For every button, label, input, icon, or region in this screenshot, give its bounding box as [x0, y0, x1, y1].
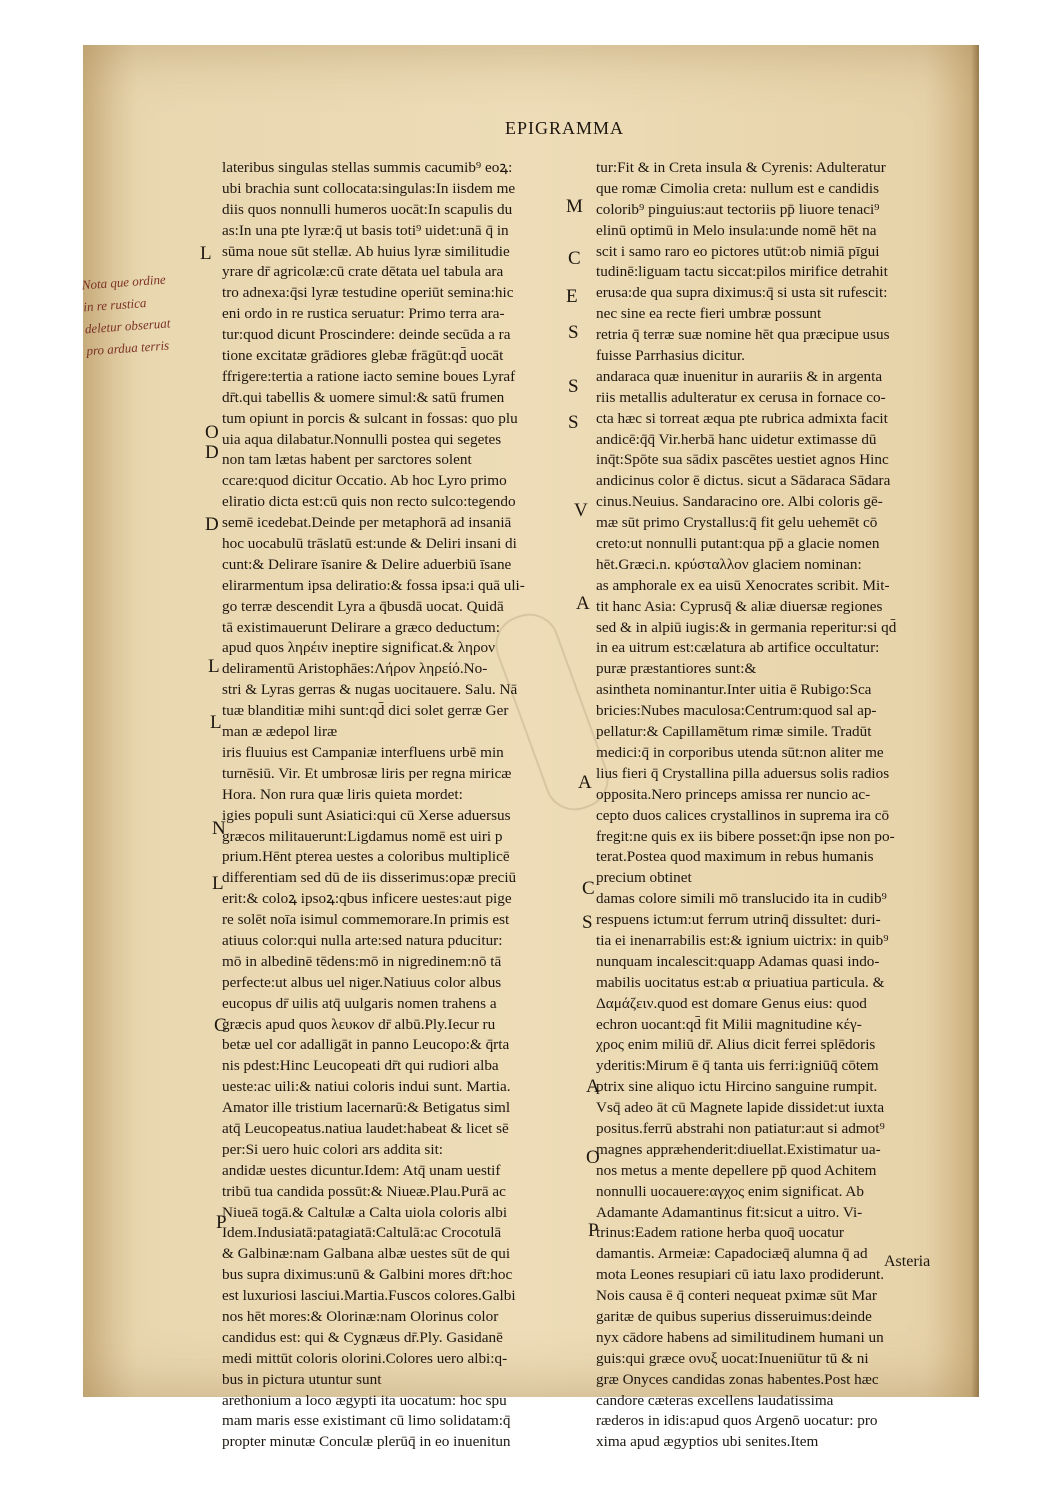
text-line: tur:Fit & in Creta insula & Cyrenis: Adulteratur: [596, 159, 886, 176]
initial-letter: C: [568, 248, 581, 269]
text-line: magnes appræhenderit:diuellat.Existimatur ua-: [596, 1140, 881, 1158]
text-line: ueste:ac uili:& natiui coloris indui sunt. Martia.: [222, 1078, 511, 1096]
text-line: precium obtinet: [596, 869, 692, 887]
text-line: lateribus singulas stellas summis cacumib⁹ eoꝝ:: [222, 159, 513, 176]
text-line: prium.Hēnt pterea uestes a coloribus multiplicē: [222, 848, 510, 866]
handwritten-margin-note: [81, 266, 212, 363]
text-line: diis quos nonnulli humeros uocāt:In scapulis du: [222, 200, 513, 218]
initial-letter: N: [212, 818, 226, 839]
text-line: atiuus color:qui nulla arte:sed natura pducitur:: [222, 931, 503, 949]
text-line: & Galbinæ:nam Galbana albæ uestes sūt de qui: [222, 1245, 511, 1263]
text-line: as amphorale ex ea uisū Xenocrates scribit. Mit-: [596, 576, 890, 594]
text-line: eliratio dicta est:cū quis non recto sulco:tegendo: [222, 493, 516, 511]
initial-letter: S: [568, 322, 579, 343]
text-line: sūma noue sūt stellæ. Ab huius lyræ similitudie: [222, 242, 510, 260]
initial-letter: P: [216, 1212, 227, 1233]
margin-note-line: pro ardua terris: [85, 337, 170, 359]
text-line: nyx cādore habens ad similitudinem humani un: [596, 1328, 884, 1346]
left-text-column: [222, 158, 572, 1453]
text-line: guis:qui græce ονυξ uocat:Inueniūtur tū & ni: [596, 1349, 869, 1367]
text-line: Idem.Indusiatā:patagiatā:Caltulā:ac Crocotulā: [222, 1224, 502, 1242]
text-line: mam maris esse existimant cū limo solidatam:q̄: [222, 1412, 511, 1430]
text-line: colorib⁹ pinguius:aut tectoriis pp̄ liuore tenaci⁹: [596, 200, 880, 218]
text-line: Amator ille tristium lacernarū:& Betigatus siml: [222, 1099, 511, 1117]
text-line: garitæ de quibus superius disseruimus:deinde: [596, 1307, 872, 1325]
text-line: fuisse Parrhasius dicitur.: [596, 347, 745, 365]
text-line: medici:q̄ in corporibus utenda sūt:non aliter me: [596, 743, 884, 761]
text-line: nis pdest:Hinc Leucopeati dr̄t qui rudiori alba: [222, 1057, 499, 1075]
text-line: erit:& coloꝝ ipsoꝝ:qbus inficere uestes:aut pige: [222, 890, 512, 908]
text-line: non tam lætas habent per sarctores solent: [222, 451, 472, 469]
text-line: eni ordo in re rustica seruatur: Primo terra ara-: [222, 305, 505, 323]
initial-letter: E: [566, 286, 578, 307]
text-line: differentiam sed dū de iis disserimus:opæ preciū: [222, 869, 517, 887]
initial-letter: A: [586, 1076, 600, 1097]
initial-letter: A: [578, 772, 592, 793]
text-line: retria q̄ terræ suæ nomine hēt qua præcipue usus: [596, 326, 890, 344]
text-line: est luxuriosi lasciui.Martia.Fuscos colores.Galbi: [222, 1287, 516, 1305]
initial-letter: P: [588, 1220, 599, 1241]
text-line: tuæ blanditiæ mihi sunt:qd̄ dici solet gerræ Ger: [222, 702, 509, 720]
text-line: andidæ uestes dicuntur.Idem: Atq̄ unam uestif: [222, 1161, 501, 1179]
text-line: elirarmentum ipsa deliratio:& fossa ipsa:i quā uli-: [222, 576, 525, 594]
text-line: inq̄t:Spōte sua sādix pascētes uestiet agnos Hinc: [596, 451, 889, 469]
text-line: erusa:de qua supra diximus:q̄ si usta sit rufescit:: [596, 284, 888, 302]
text-line: tia ei inenarrabilis est:& ignium uictrix: in quib⁹: [596, 931, 889, 949]
text-line: xima apud ægyptios ubi senites.Item: [596, 1433, 819, 1451]
text-line: per:Si uero huic colori ars addita sit:: [222, 1140, 444, 1158]
text-line: man æ ædepol liræ: [222, 723, 338, 741]
initial-letter: D: [205, 514, 219, 535]
text-line: riis metallis adulteratur ex cerusa in fornace co-: [596, 388, 886, 406]
text-line: terat.Postea quod maximum in rebus humanis: [596, 848, 874, 866]
text-line: propter minutæ Conculæ plerūq̄ in eo inuenitun: [222, 1433, 511, 1451]
initial-letter: O: [586, 1147, 600, 1168]
text-line: puræ præstantiores sunt:&: [596, 660, 757, 678]
text-line: in ea uitrum est:cælatura ab artifice occultatur:: [596, 639, 880, 657]
text-line: go terræ descendit Lyra a q̄busdā uocat. Quidā: [222, 597, 504, 615]
text-line: cunt:& Delirare īsanire & Delire aduerbiū īsane: [222, 555, 512, 573]
text-line: andicinus color ē dictus. sicut a Sādaraca Sādara: [596, 472, 891, 490]
text-line: arethonium a loco ægypti ita uocatum: hoc spu: [222, 1391, 507, 1409]
margin-note-line: in re rustica: [82, 295, 147, 315]
text-line: mæ sūt primo Crystallus:q̄ fit gelu uehemēt cō: [596, 514, 878, 532]
text-line: tur:quod dicunt Proscindere: deinde secūda a ra: [222, 326, 511, 344]
initial-letter: L: [208, 656, 220, 677]
text-line: que romæ Cimolia creta: nullum est e candidis: [596, 179, 880, 197]
text-line: apud quos ληρέιν ineptire significat.& ληρον: [222, 639, 496, 657]
text-line: candidus est: qui & Cygnæus dr̄.Ply. Gasidanē: [222, 1328, 503, 1346]
text-line: ccare:quod dicitur Occatio. Ab hoc Lyro primo: [222, 472, 507, 490]
text-line: andicē:q̄q̄ Vir.herbā hanc uidetur extimasse dū: [596, 430, 877, 448]
text-line: tit hanc Asia: Cyprusq̄ & aliæ diuersæ regiones: [596, 597, 883, 615]
text-line: tum opiunt in porcis & sulcant in fossas: quo plu: [222, 409, 518, 427]
text-line: græcos militauerunt:Ligdamus nomē est uiri p: [222, 827, 503, 845]
text-line: tione excitatæ grādiores glebæ frāgūt:qd̄ uocāt: [222, 347, 504, 365]
text-line: damas colore simili mō transluсido ita in cudib⁹: [596, 890, 887, 908]
text-line: semē icedebat.Deinde per metaphorā ad insaniā: [222, 514, 512, 532]
initial-letter: C: [214, 1015, 227, 1036]
initial-letter: S: [568, 376, 579, 397]
text-line: sed & in alpiū iugis:& in germania reperitur:si qd̄: [596, 618, 897, 636]
text-line: candore cæteras excellens laudatissima: [596, 1391, 834, 1409]
text-line: Nois causa ē q̄ conteri nequeat pximæ sūt Mar: [596, 1287, 877, 1305]
text-line: nunquam incalescit:quapp Adamas quasi indo-: [596, 952, 880, 970]
text-line: χρος enim miliū dr̄. Alius dicit ferrei splēdoris: [596, 1036, 876, 1054]
text-line: dr̄t.qui tabellis & uomere simul:& satū frumen: [222, 388, 505, 406]
initial-letter: S: [582, 912, 593, 933]
initial-letter: L: [200, 243, 212, 264]
text-line: yrare dr̄ agricolæ:cū crate dētata uel tabula ara: [222, 263, 504, 281]
text-line: ubi brachia sunt collocata:singulas:In iisdem me: [222, 179, 516, 197]
text-line: bus in pictura utuntur sunt: [222, 1370, 382, 1388]
text-line: as:In una pte lyræ:q̄ ut basis toti⁹ uidet:unā q̄ in: [222, 221, 509, 239]
text-line: echron uocant:qd̄ fit Milii magnitudine κέγ-: [596, 1015, 862, 1033]
text-line: damantis. Armeiæ: Capadociæq̄ alumna q̄ ad: [596, 1245, 868, 1263]
text-line: mota Leones resupiari cū iatu laxo prodiderunt.: [596, 1266, 885, 1284]
text-line: cta hæc si torreat æqua pte rubrica admixta facit: [596, 409, 888, 427]
text-line: uia aqua dilabatur.Nonnulli postea qui segetes: [222, 430, 502, 448]
text-line: tā existimauerunt Delirare a græco deductum:: [222, 618, 500, 636]
text-line: tro adnexa:q̄si lyræ testudine operiūt semina:hic: [222, 284, 514, 302]
text-line: deliramentū Aristophāes:Λήρον ληρείό.No-: [222, 660, 488, 678]
text-line: scit i samo raro eo pictores utūt:ob nimiā pīgui: [596, 242, 880, 260]
text-line: iris fluuius est Campaniæ interfluens urbē min: [222, 743, 504, 761]
text-line: hēt.Græci.n. κρύσταλλον glaciem nominan:: [596, 555, 862, 573]
text-line: tudinē:liguam tactu siccat:pilos mirifice detrahit: [596, 263, 888, 281]
text-line: turnēsiū. Vir. Et umbrosæ liris per regna miricæ: [222, 764, 512, 782]
text-line: tribū tua candida possūt:& Niueæ.Plau.Purā ac: [222, 1182, 506, 1200]
text-line: atq̄ Leucopeatus.natiua laudet:habeat & licet sē: [222, 1119, 509, 1137]
initial-letter: O: [205, 422, 219, 443]
text-line: perfecte:ut albus uel niger.Natiuus color albus: [222, 973, 502, 991]
text-line: betæ uel cor adalligāt in panno Leucopo:& q̄rta: [222, 1036, 510, 1054]
text-line: medi mittūt coloris olorini.Colores uero albi:q-: [222, 1349, 508, 1367]
text-line: nos hēt mores:& Olorinæ:nam Olorinus color: [222, 1307, 499, 1325]
text-line: trinus:Eadem ratione herba quoq̄ uocatur: [596, 1224, 844, 1242]
initial-letter: A: [576, 593, 590, 614]
text-line: cinus.Neuius. Sandaracino ore. Albi coloris gē-: [596, 493, 883, 511]
text-line: Δαμάζειν.quod est domare Genus eius: quod: [596, 994, 867, 1012]
text-line: bricies:Nubes maculosa:Centrum:quod sal ap-: [596, 702, 877, 720]
margin-note-line: deletur obseruat: [84, 315, 171, 337]
text-line: yderitis:Mirum ē q̄ tanta uis ferri:igniūq̄ cōtem: [596, 1057, 879, 1075]
text-line: ptrix sine aliquo ictu Hircino sanguine rumpit.: [596, 1078, 878, 1096]
text-line: nec sine ea recte fieri umbræ possunt: [596, 305, 822, 323]
text-line: positus.ferrū abstrahi non patiatur:aut si admot⁹: [596, 1119, 885, 1137]
initial-letter: V: [574, 500, 588, 521]
text-line: pellatur:& Capillamētum rimæ simile. Tradūt: [596, 723, 872, 741]
text-line: mabilis uocitatus est:ab α priuatiua particula. &: [596, 973, 885, 991]
initial-letter: L: [212, 873, 224, 894]
text-line: fregit:ne quis ex iis bibere posset:q̄n ipse non po-: [596, 827, 895, 845]
text-line: mō in albedinē tēdens:mō in nigredinem:nō tā: [222, 952, 502, 970]
margin-note-line: Nota que ordine: [81, 271, 167, 293]
text-line: hoc uocabulū trāslatū est:unde & Deliri insani di: [222, 535, 517, 553]
text-line: græ Onyces candidas zonas habentes.Post hæc: [596, 1370, 879, 1388]
text-line: asintheta nominantur.Inter uitia ē Rubigo:Sca: [596, 681, 872, 699]
text-line: cepto duos calices crystallinos in suprema ira cō: [596, 806, 890, 824]
text-line: Niueā togā.& Caltulæ a Calta uiola coloris albi: [222, 1203, 508, 1221]
text-line: respuens ictum:ut ferrum utrinq̄ dissultet: duri-: [596, 911, 881, 929]
initial-letter: L: [210, 712, 222, 733]
text-line: nos metus a mente depellere pp̄ quod Achitem: [596, 1161, 877, 1179]
initial-letter: S: [568, 412, 579, 433]
initial-letter: M: [566, 196, 583, 217]
text-line: lius fieri q̄ Crystallina pilla aduersus solis radios: [596, 764, 890, 782]
initial-letter: C: [582, 878, 595, 899]
text-line: Hora. Non rura quæ liris quieta mordet:: [222, 785, 463, 803]
text-line: ræderos in idis:apud quos Argenō uocatur: pro: [596, 1412, 878, 1430]
text-line: nonnulli uocauere:αγχος enim significat. Ab: [596, 1182, 864, 1200]
text-line: re solēt noīa isimul commemorare.In primis est: [222, 911, 510, 929]
text-line: creto:ut nonnulli putant:qua pp̄ a glacie nomen: [596, 535, 880, 553]
text-line: eucopus dr̄ uilis atq̄ uulgaris nomen trahens a: [222, 994, 497, 1012]
text-line: ffrigere:tertia a ratione iacto semine boues Lyraf: [222, 367, 516, 385]
text-line: bus supra diximus:unū & Galbini mores dr̄t:hoc: [222, 1266, 513, 1284]
text-line: Adamante Adamantinus fit:sicut a uitro. Vi-: [596, 1203, 863, 1221]
text-line: igies populi sunt Asiatici:qui cū Xerse aduersus: [222, 806, 511, 824]
catchword: Asteria: [884, 1253, 931, 1270]
text-line: græcis apud quos λευκον dr̄ albū.Ply.Iecur ru: [222, 1015, 496, 1033]
text-line: Vsq̄ adeo āt cū Magnete lapide dissidet:ut iuxta: [596, 1099, 885, 1117]
text-line: opposita.Nero princeps amissa rer nuncio ac-: [596, 785, 871, 803]
initial-letter: D: [205, 442, 219, 463]
text-line: elinū optimū in Melo insula:unde nomē hēt na: [596, 221, 877, 239]
text-line: andaraca quæ inuenitur in aurariis & in argenta: [596, 367, 883, 385]
running-title: EPIGRAMMA: [505, 118, 625, 138]
text-line: stri & Lyras gerras & nugas uocitauere. Salu. Nā: [222, 681, 518, 699]
